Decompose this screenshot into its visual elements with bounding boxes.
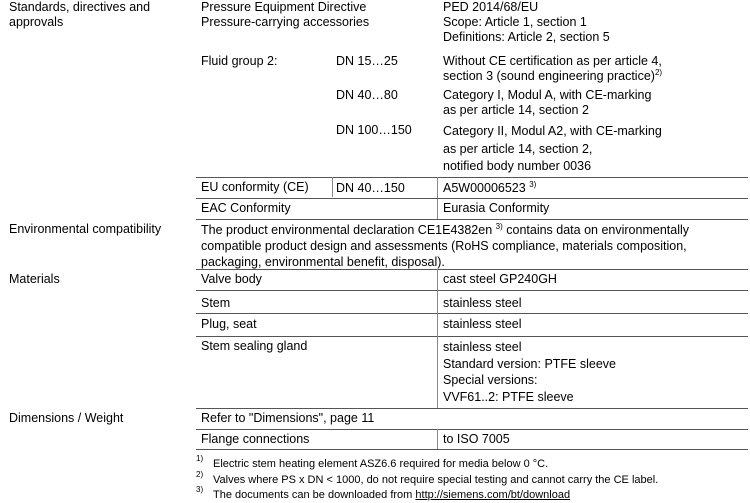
footnote-text: Electric stem heating element ASZ6.6 required for media below 0 °C.: [213, 458, 549, 470]
section-environmental: Environmental compatibility: [9, 222, 162, 236]
eu-value: A5W00006523 $^{3)}$: [443, 180, 537, 195]
eu-label: EU conformity (CE): [201, 180, 309, 194]
section-standards: Standards, directives and approvals: [9, 0, 151, 29]
material-label: Stem: [201, 296, 231, 310]
section-materials: Materials: [9, 272, 60, 286]
footnote-text: The documents can be downloaded from http://siemens.com/bt/download: [213, 489, 571, 501]
footnote-text: Valves where PS x DN < 1000, do not require special testing and cannot carry the CE label.: [213, 474, 659, 486]
fluid-text-3: Category II, Modul A2, with CE-marking as per article 14, section 2, notified body number 0036: [443, 124, 662, 173]
download-link[interactable]: http://siemens.com/bt/download: [415, 489, 571, 501]
fluid-dn-2: DN 40…80: [336, 88, 398, 102]
material-value: stainless steel: [443, 317, 522, 331]
divider: [437, 429, 438, 449]
eu-dn: DN 40…150: [336, 181, 405, 195]
material-label: Valve body: [201, 272, 262, 286]
section-dimensions: Dimensions / Weight: [9, 411, 124, 425]
divider: [196, 219, 748, 220]
ped-value: PED 2014/68/EU Scope: Article 1, section 1 Definitions: Article 2, section 5: [443, 0, 610, 44]
material-value: stainless steel Standard version: PTFE sleeve Special versions: VVF61..2: PTFE sleeve: [443, 340, 616, 404]
material-value: cast steel GP240GH: [443, 272, 557, 286]
footnote-ref: 2): [654, 68, 663, 77]
dimensions-reference: Refer to "Dimensions", page 11: [201, 411, 375, 425]
material-label: Stem sealing gland: [201, 339, 308, 353]
divider: [437, 269, 438, 408]
material-label: Plug, seat: [201, 317, 257, 331]
divider: [196, 290, 748, 291]
divider: [196, 198, 748, 199]
fluid-dn-3: DN 100…150: [336, 123, 412, 137]
eac-value: Eurasia Conformity: [443, 201, 550, 215]
footnote-number: 1): [196, 454, 204, 463]
divider: [196, 408, 748, 409]
divider: [196, 313, 748, 314]
divider: [196, 429, 748, 430]
fluid-group-label: Fluid group 2:: [201, 54, 278, 68]
ped-label: Pressure Equipment Directive Pressure-carrying accessories: [201, 0, 370, 29]
fluid-text-2: Category I, Modul A, with CE-marking as per article 14, section 2: [443, 88, 652, 117]
flange-value: to ISO 7005: [443, 432, 510, 446]
divider: [196, 449, 748, 450]
eac-label: EAC Conformity: [201, 201, 291, 215]
divider: [196, 269, 748, 270]
fluid-text-1: Without CE certification as per article 4, section 3 (sound engineering practice)$^{2)}$: [443, 54, 663, 83]
divider: [332, 177, 333, 197]
flange-label: Flange connections: [201, 432, 310, 446]
footnote-number: 3): [196, 485, 204, 494]
divider: [196, 336, 748, 337]
divider: [196, 177, 748, 178]
footnote-ref: 3): [495, 222, 503, 231]
footnote-number: 2): [196, 470, 204, 479]
footnote-ref: 3): [529, 180, 537, 189]
env-text: The product environmental declaration CE1E4382en $^{3)}$ contains data on environmentally compatible product design and assessments (RoHS compliance, materials composition, packaging, environmental benefit, disposal).: [201, 222, 690, 269]
material-value: stainless steel: [443, 296, 522, 310]
fluid-dn-1: DN 15…25: [336, 54, 398, 68]
